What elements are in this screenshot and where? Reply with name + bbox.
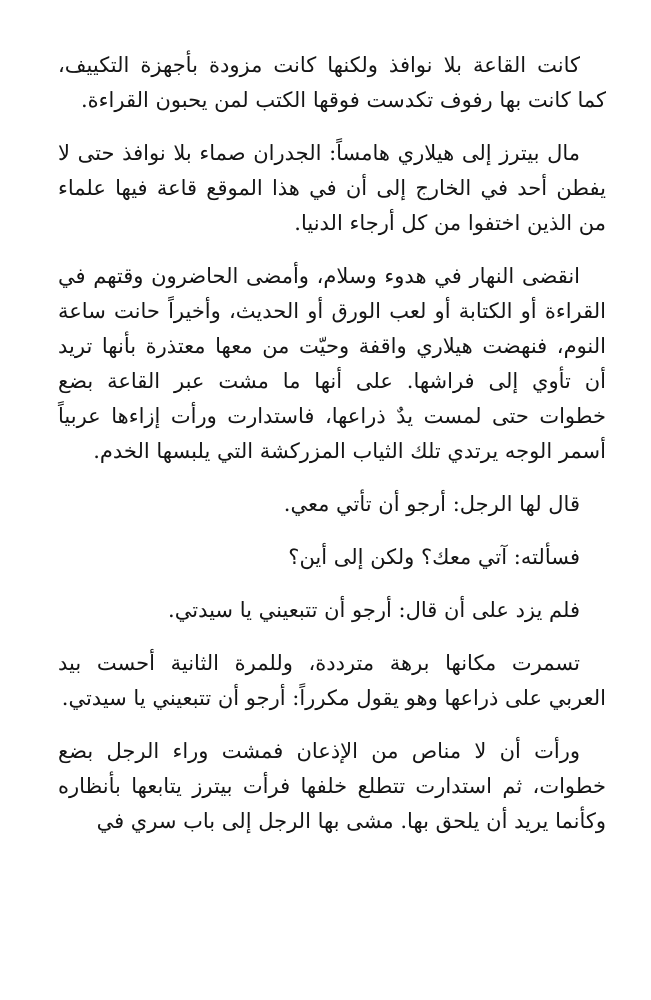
paragraph-follows-man: ورأت أن لا مناص من الإذعان فمشت وراء الرجل بضع خطوات، ثم استدارت تتطلع خلفها فرأت بيترز يتابعها بأنظاره وكأنما يريد أن يلحق بها. مشى بها الرجل إلى باب سري في	[58, 739, 606, 833]
paragraph-dialogue-where: فسألته: آتي معك؟ ولكن إلى أين؟	[288, 545, 580, 569]
paragraph-dialogue-follow-me: فلم يزد على أن قال: أرجو أن تتبعيني يا سيدتي.	[168, 598, 580, 622]
document-page	[58, 48, 606, 857]
paragraph-hesitation: تسمرت مكانها برهة مترددة، وللمرة الثانية أحست بيد العربي على ذراعها وهو يقول مكرراً: أرجو أن تتبعيني يا سيدتي.	[58, 651, 606, 710]
paragraph-dialogue-come-with-me: قال لها الرجل: أرجو أن تأتي معي.	[283, 492, 580, 516]
paragraph-peters-whisper: مال بيترز إلى هيلاري هامساً: الجدران صماء بلا نوافذ حتى لا يفطن أحد في الخارج إلى أن في هذا الموقع قاعة فيها علماء من الذين اختفوا من كل أرجاء الدنيا.	[58, 141, 606, 235]
paragraph-day-passes: انقضى النهار في هدوء وسلام، وأمضى الحاضرون وقتهم في القراءة أو الكتابة أو لعب الورق أو الحديث، وأخيراً حانت ساعة النوم، فنهضت هيلاري واقفة وحيّت من معها معتذرة بأنها تريد أن تأوي إلى فراشها. على أنها ما مشت عبر القاعة بضع خطوات حتى لمست يدٌ ذراعها، فاستدارت ورأت إزاءها عربياً أسمر الوجه يرتدي تلك الثياب المزركشة التي يلبسها الخدم.	[58, 264, 606, 463]
paragraph-hall-description: كانت القاعة بلا نوافذ ولكنها كانت مزودة بأجهزة التكييف، كما كانت بها رفوف تكدست فوقها الكتب لمن يحبون القراءة.	[58, 53, 606, 112]
